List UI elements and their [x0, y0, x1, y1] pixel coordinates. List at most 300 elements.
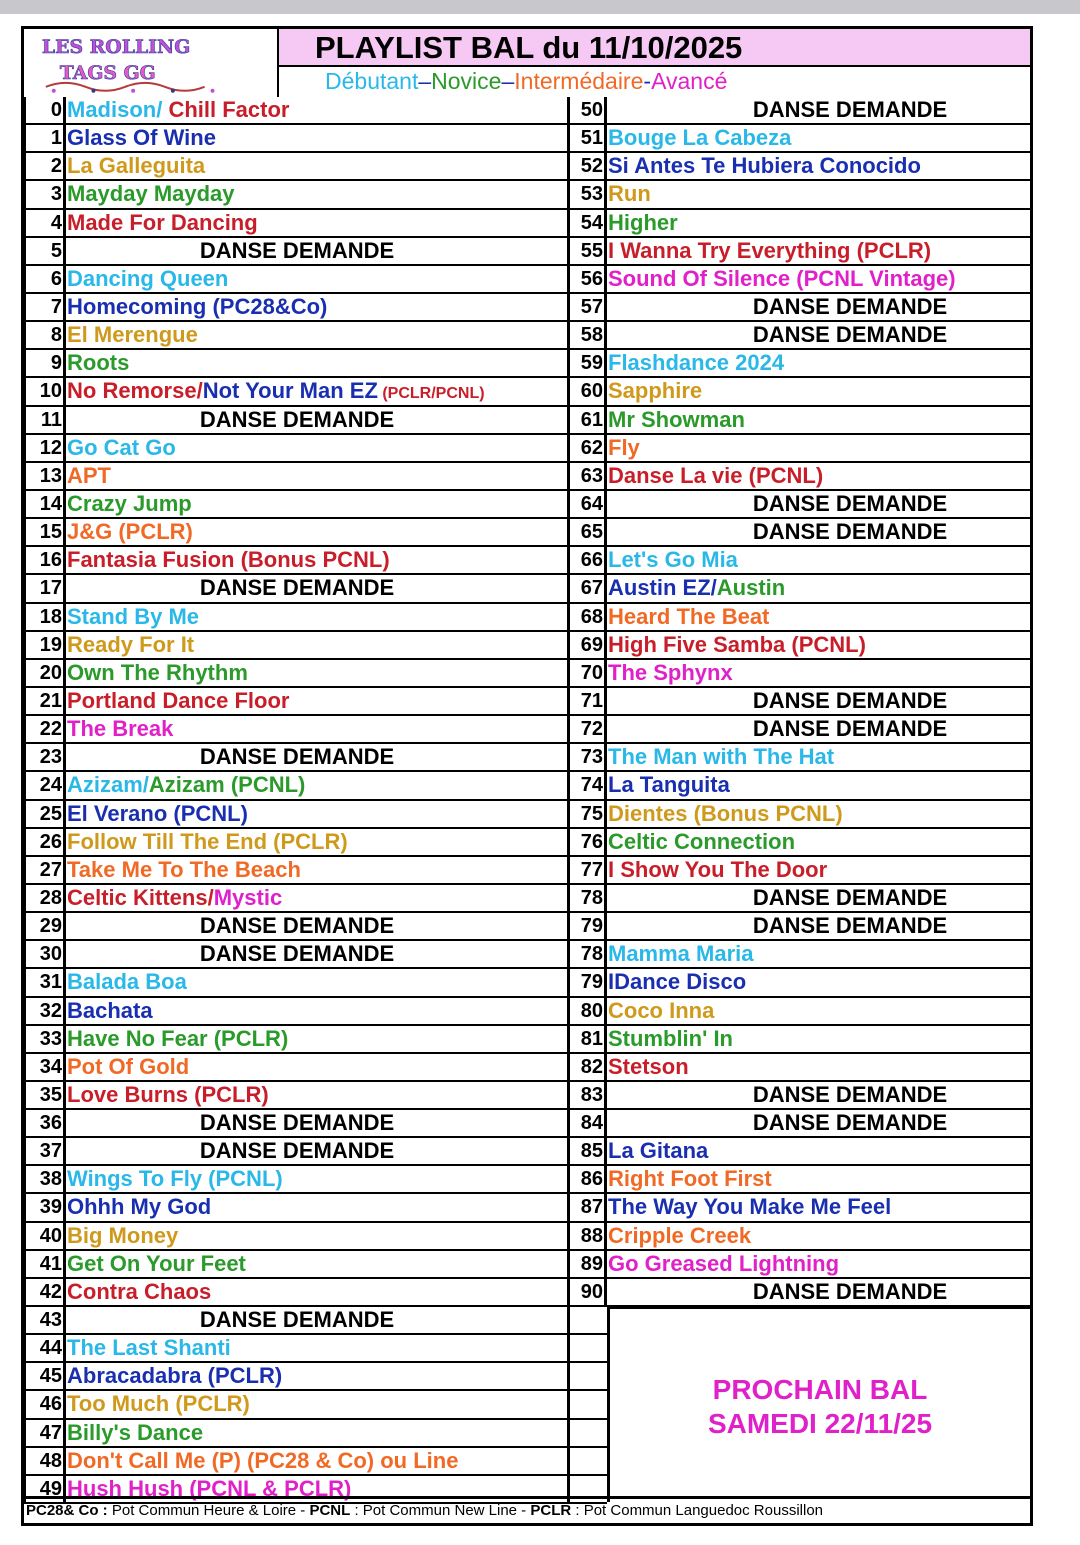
row-number: 30 [24, 941, 66, 967]
title-part: Celtic Connection [608, 828, 796, 854]
title-part: APT [67, 462, 111, 488]
dance-title [66, 322, 567, 348]
title-part: Dientes (Bonus PCNL) [608, 800, 843, 826]
page-title: PLAYLIST BAL du 11/10/2025 [279, 29, 1030, 67]
club-logo [24, 29, 279, 97]
dance-title [66, 1166, 567, 1192]
title-part: The Last Shanti [67, 1335, 231, 1361]
logo-text-top: LES ROLLING [41, 36, 191, 59]
playlist-row [24, 575, 567, 603]
row-number: 23 [24, 744, 66, 770]
dance-title [66, 266, 567, 292]
row-number: 24 [24, 772, 66, 798]
row-number: 33 [24, 1026, 66, 1052]
top-window-bar [0, 0, 1080, 14]
playlist-row [24, 1335, 567, 1363]
playlist-row [24, 632, 567, 660]
level-label: - [643, 68, 652, 94]
danse-demande-label [607, 716, 1033, 742]
title-part: Dancing Queen [67, 265, 229, 291]
dance-title [66, 1251, 567, 1277]
title-part: Roots [67, 350, 130, 376]
row-number: 51 [567, 125, 607, 151]
title-part: Flashdance 2024 [608, 350, 785, 376]
playlist-row [567, 998, 1033, 1026]
title-part: Big Money [67, 1222, 179, 1248]
playlist-row [24, 913, 567, 941]
title-part: Fantasia Fusion (Bonus PCNL) [67, 547, 390, 573]
title-part: DANSE DEMANDE [199, 941, 395, 967]
playlist-row [567, 716, 1033, 744]
danse-demande-label [607, 97, 1033, 123]
legend-part: : Pot Commun Languedoc Roussillon [571, 1502, 824, 1519]
title-part: No Remorse/ [67, 378, 203, 404]
danse-demande-label [607, 491, 1033, 517]
empty-number-cells [567, 1307, 607, 1504]
dance-title [66, 632, 567, 658]
title-part: Chill Factor [168, 97, 290, 122]
row-number: 46 [24, 1391, 66, 1417]
logo-text-bottom: TAGS GG [59, 61, 156, 84]
dance-title [607, 266, 1033, 292]
playlist-row [567, 857, 1033, 885]
row-number: 73 [567, 744, 607, 770]
row-number: 58 [567, 322, 607, 348]
dance-title [607, 1026, 1033, 1052]
levels-line [279, 67, 1030, 97]
danse-demande-label [607, 913, 1033, 939]
playlist-row [24, 998, 567, 1026]
dance-title [607, 463, 1033, 489]
level-label: Intermédaire [514, 68, 644, 94]
title-part: Azizam/ [67, 772, 149, 798]
title-part: Sapphire [608, 378, 703, 404]
playlist-row [24, 407, 567, 435]
row-number: 85 [567, 1138, 607, 1164]
playlist-row [567, 1279, 1033, 1307]
playlist-row [567, 632, 1033, 660]
playlist-row [24, 491, 567, 519]
playlist-row [567, 1082, 1033, 1110]
legend-part: PC28& Co : [26, 1502, 112, 1519]
dance-title [66, 1363, 567, 1389]
title-part: J&G (PCLR) [67, 519, 193, 545]
playlist-row [24, 829, 567, 857]
row-number: 29 [24, 913, 66, 939]
title-part: Don't Call Me (P) (PC28 & Co) ou Line [67, 1447, 459, 1473]
row-number: 40 [24, 1223, 66, 1249]
dance-title [607, 350, 1033, 376]
playlist-row [567, 97, 1033, 125]
row-number: 78 [567, 885, 607, 911]
title-part: Right Foot First [608, 1166, 772, 1192]
level-label: – [418, 68, 432, 94]
title-part: Crazy Jump [67, 490, 192, 516]
dance-title [607, 575, 1033, 601]
title-part: Bachata [67, 997, 153, 1023]
playlist-row [24, 941, 567, 969]
row-number: 22 [24, 716, 66, 742]
playlist-row [24, 266, 567, 294]
title-part: Coco Inna [608, 997, 715, 1023]
dance-title [607, 1166, 1033, 1192]
row-number: 66 [567, 547, 607, 573]
row-number: 16 [24, 547, 66, 573]
title-part: Mayday Mayday [67, 181, 235, 207]
playlist-row [24, 688, 567, 716]
title-part: Go Cat Go [67, 434, 176, 460]
playlist-row [24, 1420, 567, 1448]
title-part: Not Your Man EZ [202, 378, 378, 404]
title-part: DANSE DEMANDE [199, 1110, 395, 1136]
title-part: DANSE DEMANDE [752, 97, 948, 122]
dance-title [607, 210, 1033, 236]
playlist-row [24, 1363, 567, 1391]
title-part: Higher [608, 209, 678, 235]
title-part: Stumblin' In [608, 1025, 733, 1051]
title-part: Bouge La Cabeza [608, 125, 792, 151]
row-number: 31 [24, 969, 66, 995]
dance-title [66, 660, 567, 686]
danse-demande-label [607, 1279, 1033, 1305]
row-number: 7 [24, 294, 66, 320]
row-number: 70 [567, 660, 607, 686]
row-number: 80 [567, 998, 607, 1024]
playlist-row [567, 210, 1033, 238]
dance-title [607, 772, 1033, 798]
title-part: Go Greased Lightning [608, 1250, 840, 1276]
dance-title [607, 801, 1033, 827]
playlist-row [567, 1166, 1033, 1194]
dance-title [607, 829, 1033, 855]
title-part: IDance Disco [608, 969, 747, 995]
row-number: 62 [567, 435, 607, 461]
playlist-row [567, 1194, 1033, 1222]
playlist-row [567, 294, 1033, 322]
title-part: Made For Dancing [67, 209, 258, 235]
playlist-row [567, 1054, 1033, 1082]
playlist-row [24, 716, 567, 744]
dance-title [607, 1054, 1033, 1080]
playlist-row [567, 407, 1033, 435]
title-part: Abracadabra (PCLR) [67, 1363, 283, 1389]
row-number: 64 [567, 491, 607, 517]
title-part: Take Me To The Beach [67, 856, 301, 882]
dance-title [607, 998, 1033, 1024]
dance-title [66, 801, 567, 827]
title-part: DANSE DEMANDE [752, 884, 948, 910]
playlist-row [24, 210, 567, 238]
level-label: – [501, 68, 515, 94]
abbreviation-legend [24, 1496, 1030, 1523]
title-part: DANSE DEMANDE [199, 406, 395, 432]
playlist-row [24, 801, 567, 829]
danse-demande-label [66, 1110, 567, 1136]
playlist-row [567, 801, 1033, 829]
playlist-row [567, 491, 1033, 519]
danse-demande-label [607, 1082, 1033, 1108]
row-number: 17 [24, 575, 66, 601]
dance-title [66, 716, 567, 742]
dance-title [66, 294, 567, 320]
row-number: 45 [24, 1363, 66, 1389]
playlist-row [567, 435, 1033, 463]
row-number: 15 [24, 519, 66, 545]
row-number: 5 [24, 238, 66, 264]
left-column [24, 97, 567, 1504]
dance-title [66, 210, 567, 236]
playlist-row [567, 829, 1033, 857]
row-number: 41 [24, 1251, 66, 1277]
dance-title [607, 1194, 1033, 1220]
title-part: The Man with The Hat [608, 744, 835, 770]
dance-title [66, 1448, 567, 1474]
row-number: 90 [567, 1279, 607, 1305]
dance-title [607, 435, 1033, 461]
dance-title [607, 181, 1033, 207]
playlist-row [24, 885, 567, 913]
row-number: 32 [24, 998, 66, 1024]
dance-title [66, 97, 567, 123]
playlist-row [567, 772, 1033, 800]
dance-title [66, 1082, 567, 1108]
title-part: High Five Samba (PCNL) [608, 631, 866, 657]
row-number: 52 [567, 153, 607, 179]
dance-title [66, 350, 567, 376]
title-part: Si Antes Te Hubiera Conocido [608, 153, 921, 179]
title-part: Own The Rhythm [67, 659, 248, 685]
playlist-row [567, 1026, 1033, 1054]
title-part: Mamma Maria [608, 941, 754, 967]
playlist-row [567, 744, 1033, 772]
row-number: 14 [24, 491, 66, 517]
playlist-row [567, 969, 1033, 997]
row-number: 55 [567, 238, 607, 264]
row-number: 86 [567, 1166, 607, 1192]
playlist-row [24, 1391, 567, 1419]
playlist-row [24, 322, 567, 350]
title-part: DANSE DEMANDE [752, 1278, 948, 1304]
playlist-row [567, 519, 1033, 547]
title-part: Love Burns (PCLR) [67, 1081, 269, 1107]
row-number: 10 [24, 378, 66, 404]
row-number: 1 [24, 125, 66, 151]
dance-title [607, 660, 1033, 686]
title-part: La Galleguita [67, 153, 206, 179]
dance-title [66, 1054, 567, 1080]
dance-title [66, 181, 567, 207]
danse-demande-label [66, 913, 567, 939]
row-number: 18 [24, 604, 66, 630]
next-ball-box [607, 1307, 1030, 1502]
row-number: 77 [567, 857, 607, 883]
playlist-row [24, 1138, 567, 1166]
playlist-row [24, 378, 567, 406]
title-part: Contra Chaos [67, 1278, 212, 1304]
row-number: 87 [567, 1194, 607, 1220]
playlist-row [24, 1082, 567, 1110]
dance-title [66, 547, 567, 573]
playlist-row [24, 1251, 567, 1279]
dance-title [66, 463, 567, 489]
title-part: Pot Of Gold [67, 1053, 190, 1079]
dance-title [607, 238, 1033, 264]
title-part: Glass Of Wine [67, 125, 216, 151]
playlist-row [567, 604, 1033, 632]
playlist-row [567, 547, 1033, 575]
title-part: I Show You The Door [608, 856, 828, 882]
playlist-row [567, 378, 1033, 406]
title-part: Austin [716, 575, 786, 601]
playlist-row [24, 294, 567, 322]
title-part: DANSE DEMANDE [752, 322, 948, 348]
playlist-row [567, 660, 1033, 688]
dance-title [607, 547, 1033, 573]
danse-demande-label [66, 238, 567, 264]
title-part: Run [608, 181, 651, 207]
row-number: 57 [567, 294, 607, 320]
playlist-row [567, 1110, 1033, 1138]
playlist-row [567, 350, 1033, 378]
playlist-row [24, 350, 567, 378]
row-number: 82 [567, 1054, 607, 1080]
title-part: The Sphynx [608, 659, 733, 685]
danse-demande-label [66, 575, 567, 601]
row-number: 13 [24, 463, 66, 489]
dance-title [66, 1335, 567, 1361]
row-number: 84 [567, 1110, 607, 1136]
row-number: 21 [24, 688, 66, 714]
row-number: 0 [24, 97, 66, 123]
dance-title [66, 772, 567, 798]
title-part: Stetson [608, 1053, 689, 1079]
row-number: 8 [24, 322, 66, 348]
row-number: 89 [567, 1251, 607, 1277]
dance-title [607, 632, 1033, 658]
playlist-row [24, 463, 567, 491]
dance-title [66, 1026, 567, 1052]
danse-demande-label [607, 322, 1033, 348]
playlist-row [24, 1448, 567, 1476]
title-part: The Way You Make Me Feel [608, 1194, 892, 1220]
title-part: Stand By Me [67, 603, 200, 629]
row-number: 74 [567, 772, 607, 798]
playlist-row [24, 1223, 567, 1251]
playlist-row [24, 153, 567, 181]
row-number: 4 [24, 210, 66, 236]
danse-demande-label [607, 688, 1033, 714]
title-part: Portland Dance Floor [67, 687, 290, 713]
next-ball-line1: PROCHAIN BAL [712, 1374, 928, 1405]
title-part: Sound Of Silence (PCNL Vintage) [608, 265, 956, 291]
title-part: DANSE DEMANDE [752, 1110, 948, 1136]
dance-title [66, 688, 567, 714]
row-number: 12 [24, 435, 66, 461]
playlist-row [567, 322, 1033, 350]
row-number: 68 [567, 604, 607, 630]
playlist-row [567, 1138, 1033, 1166]
danse-demande-label [66, 1307, 567, 1333]
title-part: DANSE DEMANDE [752, 716, 948, 742]
row-number: 59 [567, 350, 607, 376]
playlist-row [24, 519, 567, 547]
title-part: I Wanna Try Everything (PCLR) [608, 237, 932, 263]
dance-title [66, 378, 567, 404]
title-part: Homecoming (PC28&Co) [67, 293, 328, 319]
title-part: The Break [67, 716, 174, 742]
row-number: 3 [24, 181, 66, 207]
legend-part: Pot Commun Heure & Loire - [111, 1502, 310, 1519]
danse-demande-label [607, 294, 1033, 320]
playlist-row [24, 1054, 567, 1082]
legend-part: PCLR [530, 1502, 572, 1519]
title-part: DANSE DEMANDE [752, 1081, 948, 1107]
danse-demande-label [607, 519, 1033, 545]
playlist-row [24, 125, 567, 153]
dance-title [607, 969, 1033, 995]
dance-title [66, 1391, 567, 1417]
playlist-row [567, 688, 1033, 716]
danse-demande-label [66, 941, 567, 967]
row-number: 39 [24, 1194, 66, 1220]
dance-title [66, 604, 567, 630]
dance-title [607, 1251, 1033, 1277]
row-number: 2 [24, 153, 66, 179]
row-number: 28 [24, 885, 66, 911]
title-part: Heard The Beat [608, 603, 770, 629]
row-number: 63 [567, 463, 607, 489]
dance-title [607, 857, 1033, 883]
playlist-row [24, 744, 567, 772]
title-part: Wings To Fly (PCNL) [67, 1166, 283, 1192]
row-number: 37 [24, 1138, 66, 1164]
level-label: Débutant [325, 68, 419, 94]
dance-title [66, 829, 567, 855]
danse-demande-label [66, 744, 567, 770]
dance-title [66, 1194, 567, 1220]
row-number: 53 [567, 181, 607, 207]
title-part: Mystic [213, 884, 283, 910]
level-label: Avancé [651, 68, 728, 94]
title-part: Too Much (PCLR) [67, 1391, 250, 1417]
playlist-row [567, 1251, 1033, 1279]
row-number: 34 [24, 1054, 66, 1080]
playlist-row [567, 266, 1033, 294]
title-part: Follow Till The End (PCLR) [67, 828, 348, 854]
row-number: 72 [567, 716, 607, 742]
title-part: La Gitana [608, 1138, 709, 1164]
dance-title [66, 519, 567, 545]
row-number: 65 [567, 519, 607, 545]
row-number: 9 [24, 350, 66, 376]
right-column [567, 97, 1033, 1307]
row-number: 69 [567, 632, 607, 658]
row-number: 67 [567, 575, 607, 601]
title-part: Get On Your Feet [67, 1250, 246, 1276]
dance-title [607, 604, 1033, 630]
dance-title [607, 941, 1033, 967]
row-number: 81 [567, 1026, 607, 1052]
dance-title [607, 407, 1033, 433]
playlist-row [24, 97, 567, 125]
title-part: Fly [608, 434, 640, 460]
title-part: DANSE DEMANDE [752, 913, 948, 939]
dance-title [66, 1223, 567, 1249]
playlist-row [567, 125, 1033, 153]
playlist-row [567, 941, 1033, 969]
dance-title [607, 1138, 1033, 1164]
row-number: 44 [24, 1335, 66, 1361]
